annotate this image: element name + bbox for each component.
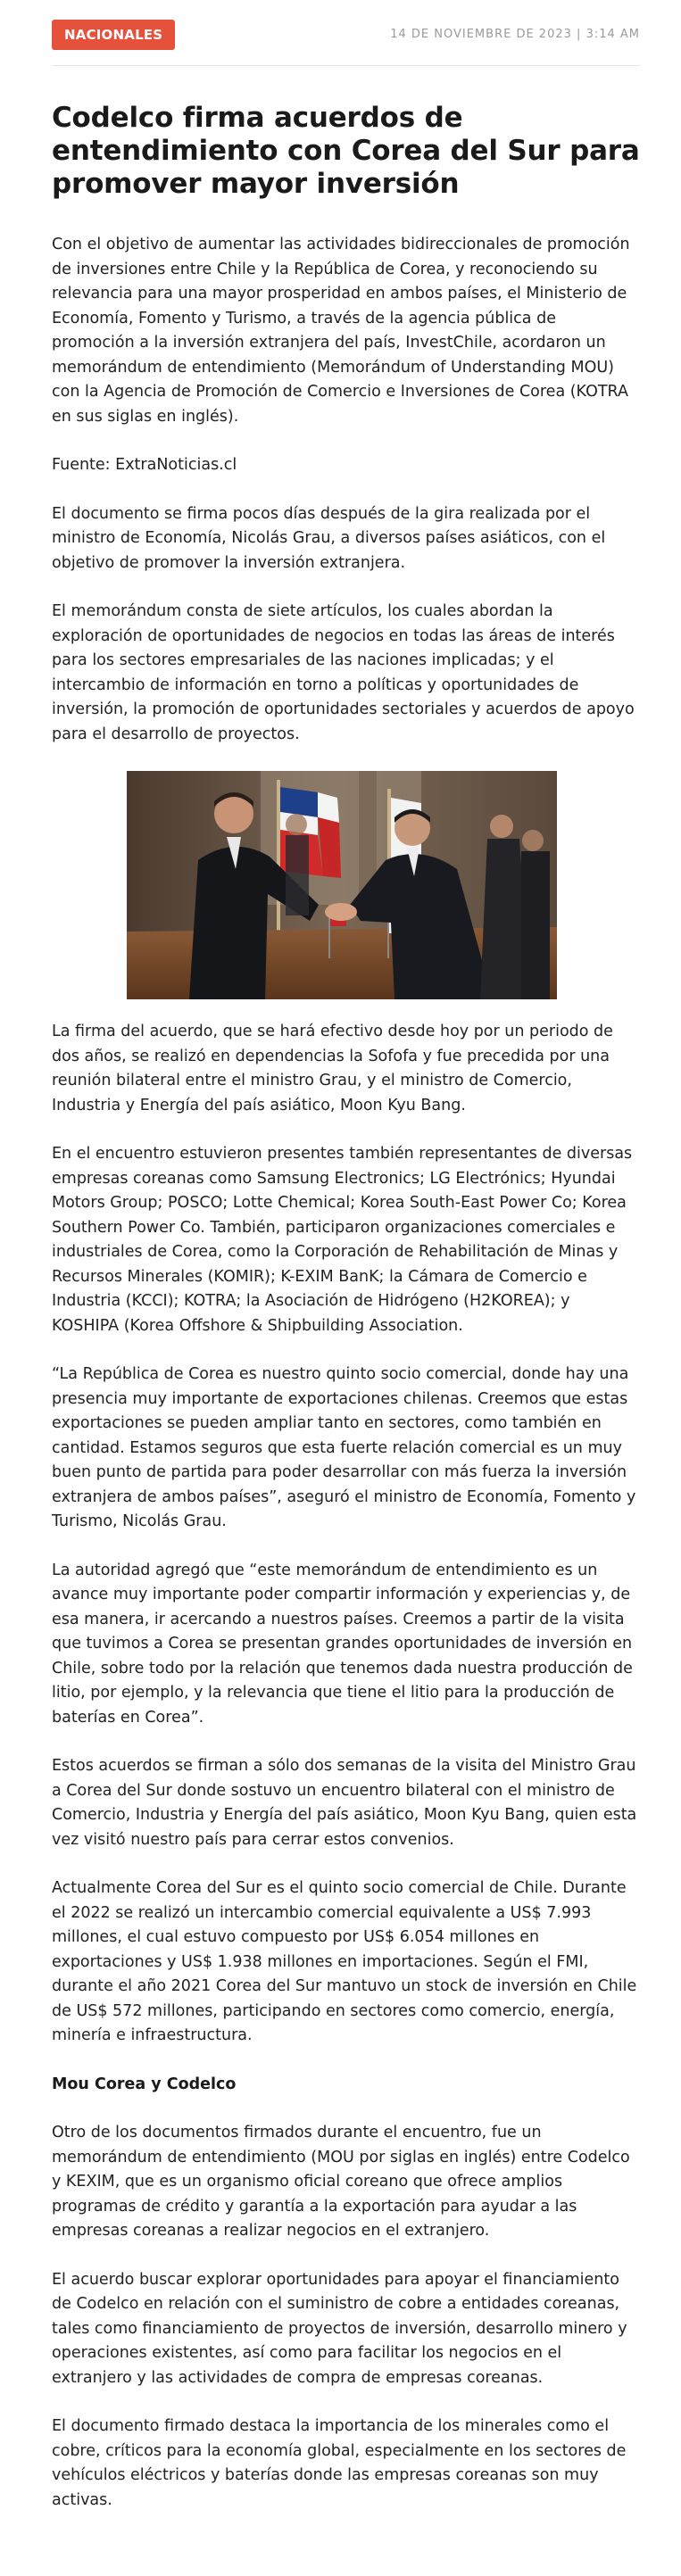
paragraph: El documento firmado destaca la importancia de los minerales como el cobre, críticos para la economía global, especialmente en los sectores de vehículos eléctricos y baterías donde las empresas coreanas son muy activas. bbox=[52, 2417, 627, 2509]
handshake-photo-illustration bbox=[127, 771, 557, 999]
date-separator: | bbox=[577, 28, 582, 41]
paragraph: La firma del acuerdo, que se hará efectivo desde hoy por un periodo de dos años, se realizó en dependencias la Sofofa y fue precedida por una reunión bilateral entre el ministro Grau, y el ministro de Comercio, Industria y Energía del país asiático, Moon Kyu Bang. bbox=[52, 1023, 613, 1114]
paragraph: Otro de los documentos firmados durante el encuentro, fue un memorándum de entendimiento (MOU por siglas en inglés) entre Codelco y KEXIM, que es un organismo oficial coreano que ofrece amplios programas de crédito y garantía a la exportación para ayudar a las empresas coreanas a realizar negocios en el extranjero. bbox=[52, 2124, 630, 2240]
publish-dateline bbox=[390, 28, 640, 41]
paragraph: El documento se firma pocos días después de la gira realizada por el ministro de Economía, Nicolás Grau, a diversos países asiáticos, con el objetivo de promover la inversión extranjera. bbox=[52, 504, 606, 572]
paragraph: Con el objetivo de aumentar las actividades bidireccionales de promoción de inversiones entre Chile y la República de Corea, y reconociendo su relevancia para una mayor prosperidad en ambos países, el Ministerio de Economía, Fomento y Turismo, a través de la agencia pública de promoción a la inversión extranjera del país, InvestChile, acordaron un memorándum de entendimiento (Memorándum of Understanding MOU) con la Agencia de Promoción de Comercio e Inversiones de Corea (KOTRA en sus siglas en inglés). bbox=[52, 236, 630, 426]
publish-time: 3:14 AM bbox=[585, 28, 640, 41]
article-body bbox=[52, 233, 640, 2513]
article-title: Codelco firma acuerdos de entendimiento con Corea del Sur para promover mayor inversión bbox=[52, 102, 640, 200]
paragraph: En el encuentro estuvieron presentes también representantes de diversas empresas coreanas como Samsung Electronics; LG Electrónics; Hyundai Motors Group; POSCO; Lotte Chemical; Korea South-East Power Co; Korea Southern Power Co. También, participaron organizaciones comerciales e industriales de Corea, como la Corporación de Rehabilitación de Minas y Recursos Minerales (KOMIR); K-EXIM BanK; la Cámara de Comercio e Industria (KCCI); KOTRA; la Asociación de Hidrógeno (H2KOREA); y KOSHIPA (Korea Offshore & Shipbuilding Association. bbox=[52, 1145, 633, 1335]
paragraph: El acuerdo buscar explorar oportunidades para apoyar el financiamiento de Codelco en relación con el suministro de cobre a entidades coreanas, tales como financiamiento de proyectos de inversión, desarrollo minero y operaciones existentes, así como para facilitar los negocios en el extranjero y las actividades de compra de empresas coreanas. bbox=[52, 2270, 627, 2387]
paragraph: La autoridad agregó que “este memorándum de entendimiento es un avance muy importante poder compartir información y experiencias y, de esa manera, ir acercando a nuestros países. Creemos a partir de la visita que tuvimos a Corea se presentan grandes oportunidades de inversión en Chile, sobre todo por la relación que tenemos dada nuestra producción de litio, por ejemplo, y la relevancia que tiene el litio para la producción de baterías en Corea”. bbox=[52, 1561, 633, 1727]
article-photo bbox=[127, 771, 557, 999]
publish-date: 14 DE NOVIEMBRE DE 2023 bbox=[390, 28, 572, 41]
category-badge[interactable]: NACIONALES bbox=[52, 20, 175, 50]
source-line: Fuente: ExtraNoticias.cl bbox=[52, 456, 237, 474]
paragraph: Estos acuerdos se firman a sólo dos semanas de la visita del Ministro Grau a Corea del Sur donde sostuvo un encuentro bilateral con el ministro de Comercio, Industria y Energía del país asiático, Moon Kyu Bang, quien esta vez visitó nuestro país para cerrar estos convenios. bbox=[52, 1757, 637, 1849]
paragraph: “La República de Corea es nuestro quinto socio comercial, donde hay una presencia muy importante de exportaciones chilenas. Creemos que estas exportaciones se pueden ampliar tanto en sectores, como también en cantidad. Estamos seguros que esta fuerte relación comercial es un muy buen punto de partida para poder desarrollar con más fuerza la inversión extranjera de ambos países”, aseguró el ministro de Economía, Fomento y Turismo, Nicolás Grau. bbox=[52, 1365, 636, 1530]
article-header bbox=[52, 0, 640, 66]
paragraph: Actualmente Corea del Sur es el quinto socio comercial de Chile. Durante el 2022 se realizó un intercambio comercial equivalente a US$ 7.993 millones, el cual estuvo compuesto por US$ 6.054 millones en exportaciones y US$ 1.938 millones en importaciones. Según el FMI, durante el año 2021 Corea del Sur mantuvo un stock de inversión en Chile de US$ 572 millones, participando en sectores como comercio, energía, minería e infraestructura. bbox=[52, 1879, 637, 2044]
section-subheading: Mou Corea y Codelco bbox=[52, 2075, 237, 2093]
paragraph: El memorándum consta de siete artículos, los cuales abordan la exploración de oportunidades de negocios en todas las áreas de interés para los sectores empresariales de las naciones implicadas; y el intercambio de información en torno a políticas y oportunidades de inversión, la promoción de oportunidades sectoriales y acuerdos de apoyo para el desarrollo de proyectos. bbox=[52, 602, 635, 743]
